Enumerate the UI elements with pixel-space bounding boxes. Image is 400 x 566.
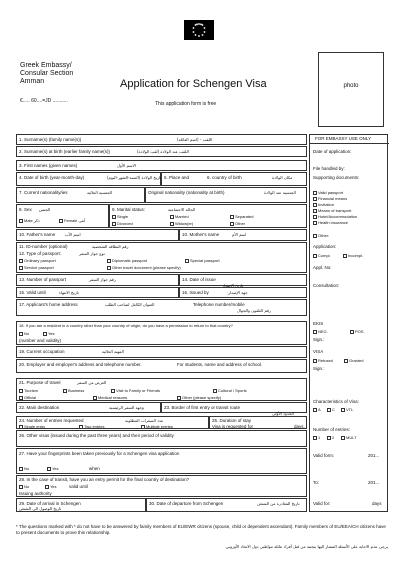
- checkbox[interactable]: [79, 425, 83, 429]
- official-option[interactable]: Official: [19, 395, 36, 400]
- transit-no-option[interactable]: No: [19, 484, 29, 489]
- field-label: 21. Purpose of travel: [19, 380, 61, 385]
- field-date-arrival[interactable]: [16, 498, 146, 512]
- footer-note-ar: يرجى عدم الاجابة على الأسئلة المشار اليها بنجمة من قبل أفراد عائلة مواطني دول الاتحاد الأوروبي: [225, 544, 388, 549]
- checkbox[interactable]: [344, 359, 348, 363]
- field-fingerprints: [16, 448, 307, 474]
- embassy-title: FOR EMBASSY USE ONLY: [315, 136, 372, 141]
- field-marital-status: [109, 204, 307, 228]
- field-first-names[interactable]: [16, 160, 307, 171]
- char-c[interactable]: C: [327, 407, 335, 412]
- single-option[interactable]: Single: [112, 214, 128, 219]
- field-label-ar: تاريخ الانتهاء: [59, 290, 79, 295]
- checkbox[interactable]: [313, 330, 317, 334]
- to-label: To:: [313, 480, 320, 485]
- field-label: days.: [294, 424, 305, 429]
- field-label: 30. Date of departure from Schengen: [149, 501, 224, 506]
- checkbox[interactable]: [170, 222, 174, 226]
- field-label-ar: اسم الأم: [232, 232, 247, 237]
- checkbox[interactable]: [170, 215, 174, 219]
- doc-other[interactable]: Other:: [313, 233, 329, 238]
- transit-valid-label: valid until: [69, 484, 88, 489]
- application-label: Application:: [313, 244, 337, 249]
- field-label: 11. ID-number (optional): [19, 244, 68, 249]
- checkbox[interactable]: [313, 234, 317, 238]
- checkbox[interactable]: [185, 259, 189, 263]
- entries-1[interactable]: 1: [313, 435, 320, 440]
- field-label-ar: تاريخ الولادة (السنة-الشهر-اليوم): [107, 175, 162, 180]
- field-sex: [16, 204, 109, 228]
- checkbox[interactable]: [313, 209, 317, 213]
- entries-2[interactable]: 2: [327, 435, 334, 440]
- checkbox[interactable]: [112, 222, 116, 226]
- consulate-line-2: Consular Section: [20, 70, 74, 77]
- field-label: 6. country of birth: [207, 175, 242, 180]
- checkbox[interactable]: [313, 191, 317, 195]
- fee-line: €..... 60....=JD ...........: [20, 98, 68, 104]
- date-of-application-label: Date of application:: [313, 149, 352, 154]
- field-occupation[interactable]: [16, 346, 307, 358]
- number-entries-label: Number of entries:: [313, 427, 351, 432]
- field-label-ar: مكان الولادة: [272, 175, 293, 180]
- valid-for-label: Valid for:: [313, 501, 331, 506]
- supporting-docs-label: Supporting documents:: [313, 175, 360, 180]
- field-duration-of-stay[interactable]: [209, 416, 307, 429]
- refused-option[interactable]: Refused: [313, 358, 333, 363]
- page-title: Application for Schengen Visa: [120, 78, 267, 90]
- field-label: Original nationality (nationality at birth): [148, 190, 225, 195]
- field-label: 22. Main destination: [19, 405, 60, 410]
- field-label: 13. Number of passport: [19, 277, 67, 282]
- checkbox[interactable]: [47, 467, 51, 471]
- field-issued-by[interactable]: [179, 287, 307, 298]
- field-label: 17. Applicant's home address: [19, 302, 78, 307]
- field-residence-permit: [16, 321, 307, 345]
- doc-means-of-transport[interactable]: Means of transport: [313, 208, 351, 213]
- fingerprints-no-option[interactable]: No: [19, 466, 29, 471]
- checkbox[interactable]: [141, 425, 145, 429]
- consultation-label: Consultation:: [313, 283, 340, 288]
- incompl-option[interactable]: Incompl.: [343, 253, 363, 258]
- field-label: 2. Surname(s) at birth (earlier family name(s)): [19, 149, 111, 154]
- consulate-block: [20, 62, 73, 86]
- medical-option[interactable]: Medical reasons: [93, 395, 127, 400]
- checkbox[interactable]: [19, 219, 23, 223]
- fingerprints-yes-option[interactable]: Yes: [47, 466, 59, 471]
- checkbox[interactable]: [93, 396, 97, 400]
- married-option[interactable]: Married: [170, 214, 189, 219]
- field-label-ar: اسم الأب: [65, 232, 81, 237]
- sign-label-1: Sign.:: [313, 337, 325, 342]
- checkbox[interactable]: [177, 396, 181, 400]
- char-a[interactable]: A: [313, 407, 321, 412]
- checkbox[interactable]: [112, 215, 116, 219]
- entries-mult[interactable]: MULT: [341, 435, 357, 440]
- field-label: 3. First names (given names): [19, 163, 78, 168]
- field-surname[interactable]: [16, 134, 307, 145]
- divorced-option[interactable]: Divorced: [112, 221, 133, 226]
- photo-label: photo: [343, 83, 359, 89]
- field-label: 10. Mother's name: [182, 232, 220, 237]
- field-purpose: [16, 378, 307, 401]
- checkbox[interactable]: [19, 389, 23, 393]
- checkbox[interactable]: [313, 254, 317, 258]
- field-label: 4. Date of birth (year-month-day): [19, 175, 85, 180]
- field-label: 25. Duration of stay: [212, 418, 252, 423]
- checkbox[interactable]: [107, 266, 111, 270]
- separated-option[interactable]: Separated: [230, 214, 253, 219]
- field-main-destination[interactable]: [16, 402, 161, 413]
- field-other-visas[interactable]: [16, 430, 307, 447]
- special-passport-option[interactable]: Special passport: [185, 258, 220, 263]
- field-id-passport-type: [16, 242, 307, 273]
- checkbox[interactable]: [45, 485, 49, 489]
- valid-from-label: Valid form:: [313, 453, 335, 458]
- photo-box: [318, 52, 384, 127]
- checkbox[interactable]: [19, 259, 23, 263]
- field-label: 1. Surname(s) (family name(s)): [19, 137, 82, 142]
- field-passport-number[interactable]: [16, 274, 179, 286]
- field-label: (number and validity): [19, 338, 62, 343]
- embassy-column: [309, 134, 388, 512]
- field-valid-until[interactable]: [16, 287, 179, 298]
- field-label: 24. Number of entries requested: [19, 418, 84, 423]
- field-label: 10. Father's name: [19, 232, 56, 237]
- field-number-of-entries: [16, 416, 209, 429]
- female-option[interactable]: Female أنثى: [59, 218, 85, 223]
- field-place-country-birth[interactable]: [161, 172, 307, 186]
- field-label-ar: رقم التلفون والجوال: [237, 308, 271, 313]
- widow-option[interactable]: Widow(er): [170, 221, 193, 226]
- other-travel-doc-option[interactable]: Other travel document (please specify): [107, 265, 181, 270]
- char-vtl[interactable]: VTL: [341, 407, 353, 412]
- field-employer[interactable]: [16, 359, 307, 373]
- field-label-ar: تاريخ المغادرة من الشنغن: [257, 501, 300, 506]
- field-label: 20. Employer and employer's address and telephone number.: [19, 362, 142, 367]
- doc-health-insurance[interactable]: Health insurance: [313, 220, 348, 225]
- field-label-ar: جهة الإصدار: [228, 290, 248, 295]
- field-label-ar: وجهة السفر الرئيسية: [109, 405, 144, 410]
- other-purpose-option[interactable]: Other (please specify): [177, 395, 221, 400]
- field-original-nationality[interactable]: [145, 187, 307, 203]
- field-label-ar: المهنة الحالية: [102, 349, 124, 354]
- field-label: For students, name and address of school.: [177, 362, 263, 367]
- field-date-departure[interactable]: [146, 498, 307, 512]
- visa-label: VISA: [313, 349, 324, 354]
- characteristics-label: Characteristics of Visa:: [313, 399, 359, 404]
- field-label: 5. Place and: [164, 175, 190, 180]
- fingerprints-when-label: when: [89, 466, 100, 471]
- transit-yes-option[interactable]: Yes: [45, 484, 57, 489]
- appl-no-label: Appl. No:: [313, 265, 332, 270]
- field-surname-at-birth[interactable]: [16, 146, 307, 157]
- residence-no-option[interactable]: No: [19, 331, 29, 336]
- eks-label: EKIS: [313, 321, 324, 326]
- field-label-ar: الجنسية الحالية: [87, 190, 113, 195]
- field-transit-permit: [16, 475, 307, 497]
- field-label: 27. Have your fingerprints been taken previously for a Schengen visa application: [19, 451, 180, 456]
- footer-note: * The questions marked with * do not have to be answered by family members of EU/EWR citizens (spouse, child or dependent ascendant). Family members of EU/EEA/CH citizens have to present documents to prove this relationship.: [16, 524, 386, 535]
- checkbox[interactable]: [63, 389, 67, 393]
- field-label-ar: تاريخ الوصول الى الشنغن: [19, 506, 62, 511]
- diplomatic-passport-option[interactable]: Diplomatic passport: [107, 258, 147, 263]
- field-label-ar: تاريخ الإصدار: [222, 283, 244, 288]
- field-label: 14. Date of issue: [182, 277, 216, 282]
- field-label-ar: رقم البطاقة الشخصية: [92, 244, 129, 249]
- residence-yes-option[interactable]: Yes: [43, 331, 55, 336]
- checkbox[interactable]: [19, 467, 23, 471]
- business-option[interactable]: Business: [63, 388, 84, 393]
- file-handled-label: File handled by:: [313, 166, 345, 171]
- field-label-ar: اللقب عند الولادة (لقب الولادة): [137, 149, 189, 154]
- checkbox[interactable]: [111, 389, 115, 393]
- field-label: 29. Date of arrival in Schengen: [19, 501, 81, 506]
- checkbox[interactable]: [313, 408, 317, 412]
- multiple-entries-option[interactable]: Multiple entries: [141, 424, 173, 429]
- field-label-ar: رقم جواز السفر: [89, 277, 116, 282]
- field-mother-name[interactable]: [179, 229, 307, 241]
- neg-option[interactable]: NEG.: [313, 329, 328, 334]
- checkbox[interactable]: [343, 254, 347, 258]
- field-date-of-issue[interactable]: [179, 274, 307, 286]
- tourism-option[interactable]: Tourism: [19, 388, 38, 393]
- checkbox[interactable]: [59, 219, 63, 223]
- compl-option[interactable]: Compl.: [313, 253, 331, 258]
- doc-valid-passport[interactable]: Valid passport: [313, 190, 343, 195]
- consulate-line-1: Greek Embassy/: [20, 62, 72, 69]
- cultural-option[interactable]: Cultural / Sports: [213, 388, 247, 393]
- transit-issuing-label: Issuing authority: [19, 491, 52, 496]
- male-option[interactable]: Male ذكر: [19, 218, 40, 223]
- field-nationality[interactable]: [16, 187, 145, 203]
- single-entry-option[interactable]: Single entry: [19, 424, 45, 429]
- granted-option[interactable]: Granted: [344, 358, 363, 363]
- checkbox[interactable]: [230, 222, 234, 226]
- field-label-ar: العنوان الكامل لصاحب الطلب: [105, 302, 155, 307]
- days-label: days: [372, 501, 382, 506]
- checkbox[interactable]: [107, 259, 111, 263]
- sign-label-2: Sign.:: [313, 366, 325, 371]
- checkbox[interactable]: [350, 330, 354, 334]
- field-label: 18. If you are a resident in a country other than your country of origin, do you have a permission to return to that country?: [19, 323, 233, 328]
- checkbox[interactable]: [313, 221, 317, 225]
- field-date-of-birth[interactable]: [16, 172, 161, 186]
- field-label-ar: اللقب - (اسم العائلة): [177, 137, 213, 142]
- field-label-ar: الغرض من السفر: [77, 380, 107, 385]
- field-border-first-entry[interactable]: [161, 402, 307, 416]
- checkbox[interactable]: [230, 215, 234, 219]
- checkbox[interactable]: [19, 332, 23, 336]
- doc-invitation[interactable]: Invitation: [313, 202, 334, 207]
- field-label: 15. Valid until: [19, 290, 46, 295]
- doc-financial-means[interactable]: Financial means: [313, 196, 347, 201]
- checkbox[interactable]: [19, 425, 23, 429]
- checkbox[interactable]: [19, 396, 23, 400]
- checkbox[interactable]: [213, 389, 217, 393]
- eu-flag-icon: [184, 20, 214, 40]
- field-label-ar: الحدود الأولى: [272, 411, 294, 416]
- page-subtitle: This application form is free: [155, 101, 217, 107]
- field-label-ar: الاسم الأول: [117, 163, 136, 168]
- other-option[interactable]: Other: [230, 221, 245, 226]
- checkbox[interactable]: [43, 332, 47, 336]
- field-home-address[interactable]: [16, 299, 307, 316]
- field-label: 28. In the case of transit, have you an entry permit for the final country of destination?: [19, 477, 190, 482]
- checkbox[interactable]: [327, 408, 331, 412]
- consulate-line-3: Amman: [20, 78, 45, 85]
- valid-from-year: 201...: [368, 453, 380, 458]
- two-entries-option[interactable]: Two entries: [79, 424, 104, 429]
- field-label: 9. Marital status:: [112, 207, 146, 212]
- checkbox[interactable]: [19, 485, 23, 489]
- visit-option[interactable]: Visit to Family or Friends: [111, 388, 160, 393]
- field-label-ar: الحالة الاجتماعية: [168, 207, 196, 212]
- field-label-ar: نوع جواز السفر: [79, 251, 105, 256]
- field-label-ar: الجنس: [39, 207, 51, 212]
- doc-hotel[interactable]: Hotel/Accommodation: [313, 214, 357, 219]
- to-year: 201...: [368, 480, 380, 485]
- pos-option[interactable]: POS.: [350, 329, 365, 334]
- field-label: 26. Other visas (issued during the past three years) and their period of validity: [19, 433, 174, 438]
- field-label: 23. Border of first entry or transit route: [164, 405, 241, 410]
- field-label: Telephone number/mobile: [193, 302, 245, 307]
- checkbox[interactable]: [313, 197, 317, 201]
- field-label-ar: الجنسية عند الولادة: [264, 190, 296, 195]
- checkbox[interactable]: [341, 436, 345, 440]
- checkbox[interactable]: [327, 436, 331, 440]
- checkbox[interactable]: [341, 408, 345, 412]
- checkbox[interactable]: [19, 266, 23, 270]
- field-label-ar: عدد السفرات المطلوبة: [125, 418, 164, 423]
- checkbox[interactable]: [313, 215, 317, 219]
- ordinary-passport-option[interactable]: Ordinary passport: [19, 258, 56, 263]
- field-label: Visa is requested for: [212, 424, 253, 429]
- field-label: 7. Current nationality/ies: [19, 190, 68, 195]
- field-father-name[interactable]: [16, 229, 179, 241]
- checkbox[interactable]: [313, 359, 317, 363]
- checkbox[interactable]: [313, 436, 317, 440]
- field-label: 8. Sex: [19, 207, 32, 212]
- field-label: 12. Type of passport:: [19, 251, 61, 256]
- service-passport-option[interactable]: Service passport: [19, 265, 54, 270]
- checkbox[interactable]: [313, 203, 317, 207]
- field-label: 19. Current occupation: [19, 349, 65, 354]
- field-label: 16. Issued by: [182, 290, 209, 295]
